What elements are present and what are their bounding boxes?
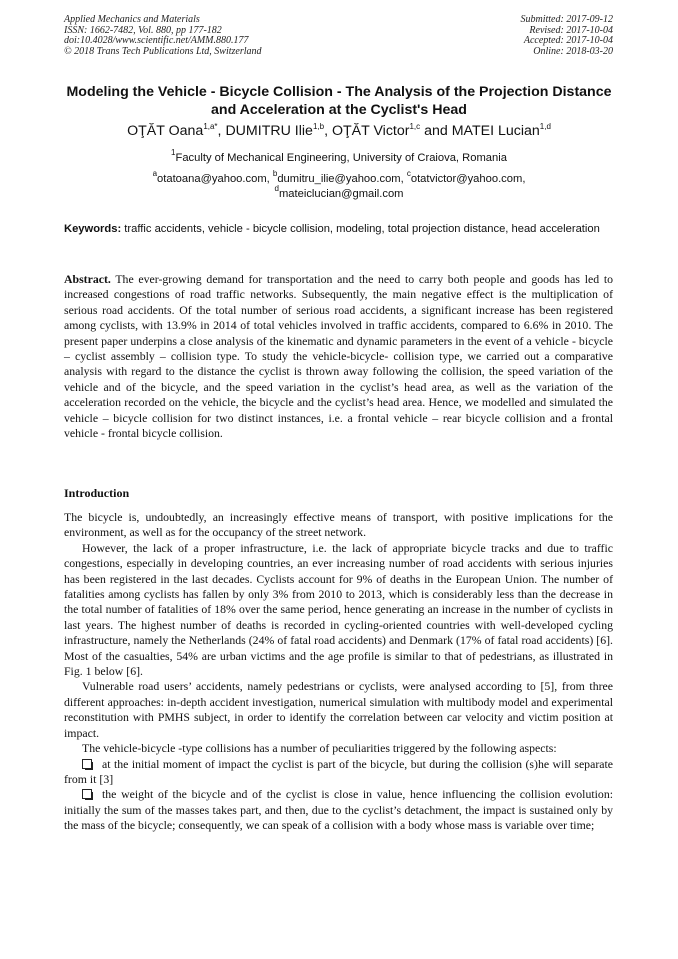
dates-header [413,15,613,57]
bullet-item: at the initial moment of impact the cyclist is part of the bicycle, but during the collision (s)he will separate from it [3] [64,756,613,786]
paragraph: The bicycle is, undoubtedly, an increasingly effective means of transport, with positive implications for the environment, as well as for the occupancy of the street network. [64,510,613,540]
paragraph: Vulnerable road users’ accidents, namely pedestrians or cyclists, were analysed according to [5], from three different approaches: in-depth accident investigation, numerical simulation with multibody model and experimental reconstitution with PMHS subject, in order to identify the correlation between car velocity and victim position at impact. [64,679,613,740]
abstract [64,272,613,441]
author: OŢĂT Victor$^{1,c}$ and [331,122,452,139]
email: otatoana@yahoo.com, [157,173,273,185]
online-date: Online: 2018-03-20 [533,45,613,57]
paragraph: However, the lack of a proper infrastructure, i.e. the lack of appropriate bicycle tracks and due to traffic congestions, especially in developing countries, an ever increasing number of road accidents with serious injuries has been registered in the last decades. Cyclists account for 9% of deaths in the European Union. The number of fatalities among cyclists has fallen by only 3% from 2010 to 2013, which is considerably less than the decrease in the total number of fatalities of 18% over the same period, hence generating an increase in the number of cyclists in last years. The highest number of deaths is recorded in cycling-oriented countries with well-developed cycling infrastructure, namely the Netherlands (24% of fatal road accidents) and Denmark (17% of fatal road accidents) [6]. Most of the casualties, 54% are urban victims and the age profile is similar to that of pedestrians, as illustrated in Fig. 1 below [6]. [64,540,613,679]
journal-name: Applied Mechanics and Materials [64,14,200,25]
introduction-body [64,510,613,834]
keywords-text: traffic accidents, vehicle - bicycle collision, modeling, total projection distance, head acceleration [121,223,600,235]
affiliation: $^1$Faculty of Mechanical Engineering, University of Craiova, Romania [171,148,507,164]
paper-title: Modeling the Vehicle - Bicycle Collision - The Analysis of the Projection Distance and Acceleration at the Cyclist's Head [66,84,612,118]
email: mateiclucian@gmail.com [278,187,404,200]
section-heading-introduction: Introduction [64,486,130,500]
revised-date: Revised: 2017-10-04 [529,24,613,36]
author: OŢĂT Oana$^{1,a*}$, [127,122,226,139]
abstract-text: The ever-growing demand for transportation and the need to carry both people and goods has led to increased congestions of road traffic networks. Subsequently, the main negative effect is the multiplication of serious road accidents. Of the total number of serious road accidents, a significant increase has been registered among cyclists, with 13.9% in 2014 of total vehicles involved in traffic accidents, compared to 6.6% in 2010. The present paper underpins a close analysis of the kinematic and dynamic parameters in the event of a vehicle - bicycle – cyclist assembly – collision type. To study the vehicle-bicycle- collision type, we carried out a comparative analysis with regard to the distance the cyclist is thrown away following the collision, the speed variation of the vehicle and of the bicycle, and the speed variation in the cyclist’s head area, as well as the variation of the acceleration recorded on the vehicle, the bicycle and the cyclist’s head area. Hence, we modelled and simulated the vehicle – bicycle collision for two distinct instances, i.e. a frontal vehicle – rear bicycle collision and a frontal vehicle - frontal bicycle collision. [64,272,613,441]
checkbox-bullet-icon [82,759,92,769]
abstract-label: Abstract. [64,272,111,286]
email: otatvictor@yahoo.com, [410,173,526,185]
submitted-date: Submitted: 2017-09-12 [520,14,613,25]
bullet-item: the weight of the bicycle and of the cyclist is close in value, hence influencing the collision evolution: initially the sum of the masses takes part, and then, due to the cyclist’s detachment, the impact is sustained only by the mass of the bicycle; consequently, we can speak of a collision with a body whose mass is variable over time; [64,787,613,833]
issn: ISSN: 1662-7482, Vol. 880, pp 177-182 [64,24,222,36]
doi: doi:10.4028/www.scientific.net/AMM.880.177 [64,35,249,47]
keywords-label: Keywords: [64,223,122,235]
paragraph: The vehicle-bicycle -type collisions has a number of peculiarities triggered by the following aspects: [82,741,557,756]
accepted-date: Accepted: 2017-10-04 [523,35,613,47]
author-list [60,122,618,140]
copyright: © 2018 Trans Tech Publications Ltd, Switzerland [64,45,262,57]
author: MATEI Lucian$^{1,d}$ [451,122,551,139]
author: DUMITRU Ilie$^{1,b}$, [225,122,332,139]
author-emails: $^a$otatoana@yahoo.com, $^b$dumitru_ilie@yahoo.com, $^c$otatvictor@yahoo.com, $^d$mateiclucian@gmail.com [152,169,526,200]
keywords [64,222,613,236]
checkbox-bullet-icon [82,789,92,799]
email: dumitru_ilie@yahoo.com, [277,173,407,185]
journal-header [64,15,384,57]
